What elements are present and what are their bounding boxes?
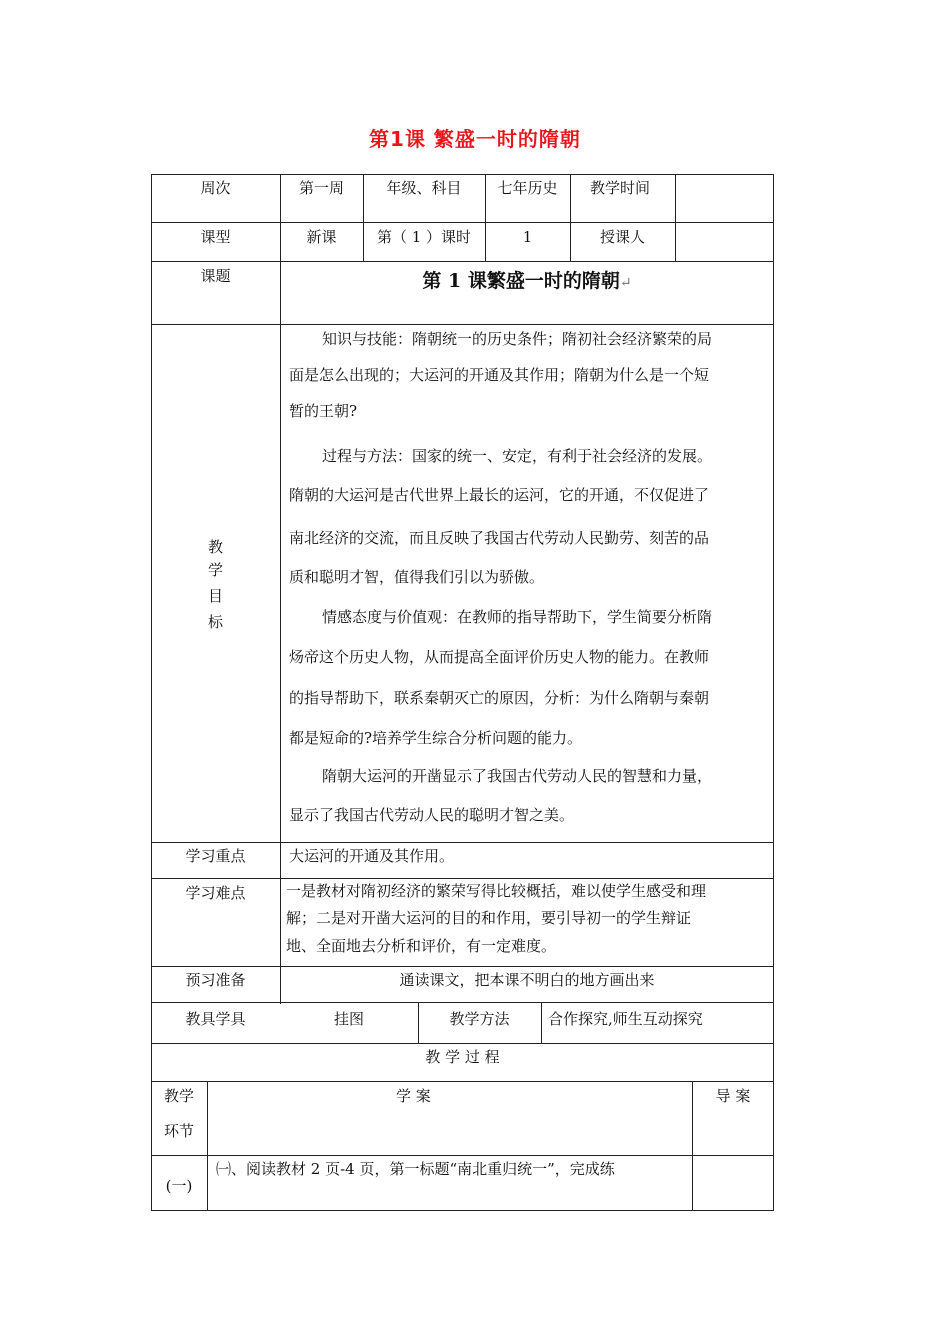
guide-plan-header: 导 案 [715,1087,751,1105]
objectives-line: 隋朝大运河的开凿显示了我国古代劳动人民的智慧和力量， [322,767,713,785]
difficulties-label: 学习难点 [185,884,246,902]
objectives-line: 面是怎么出现的；大运河的开通及其作用；隋朝为什么是一个短 [289,366,710,384]
objectives-line: 南北经济的交流，而且反映了我国古代劳动人民勤劳、刻苦的品 [289,529,710,547]
topic-value [281,266,773,293]
difficulties-line: 解；二是对开凿大运河的目的和作用，要引导初一的学生辩证 [286,909,692,927]
preview-value: 通读课文，把本课不明白的地方画出来 [399,971,655,989]
objectives-line: 的指导帮助下，联系秦朝灭亡的原因，分析：为什么隋朝与秦朝 [289,689,710,707]
objectives-label-char-3: 目 [207,587,223,605]
preview-label: 预习准备 [185,971,246,989]
stage-label-line-2: 环节 [163,1122,194,1140]
teaching-time-label: 教学时间 [590,179,651,197]
objectives-line: 知识与技能：隋朝统一的历史条件；隋初社会经济繁荣的局 [322,330,713,348]
tools-value: 挂图 [333,1010,364,1028]
paragraph-mark: ↵ [619,275,632,291]
grade-subject-label: 年级、科目 [386,179,462,197]
objectives-line: 暂的王朝? [289,402,358,420]
objectives-line: 炀帝这个历史人物，从而提高全面评价历史人物的能力。在教师 [289,648,710,666]
difficulties-line: 地、全面地去分析和评价，有一定难度。 [286,937,557,955]
teacher-label: 授课人 [600,228,646,246]
key-points-value: 大运河的开通及其作用。 [289,847,455,865]
objectives-line: 隋朝的大运河是古代世界上最长的运河，它的开通，不仅促进了 [289,486,710,504]
study-plan-header: 学 案 [396,1087,431,1105]
process-title: 教 学 过 程 [425,1048,500,1066]
key-points-label: 学习重点 [185,847,246,865]
stage-one-label: (一) [165,1177,193,1195]
period-label: 第（ 1 ）课时 [376,228,472,246]
week-label: 周次 [200,179,231,197]
period-value: 1 [522,228,533,246]
teaching-method-value: 合作探究,师生互动探究 [548,1010,703,1028]
difficulties-line: 一是教材对隋初经济的繁荣写得比较概括，难以使学生感受和理 [286,882,707,900]
topic-label: 课题 [200,267,231,285]
objectives-line: 显示了我国古代劳动人民的聪明才智之美。 [289,806,575,824]
tools-label: 教具学具 [185,1010,246,1028]
week-value: 第一周 [298,179,344,197]
objectives-line: 都是短命的?培养学生综合分析问题的能力。 [289,729,583,747]
stage-label-line-1: 教学 [163,1087,194,1105]
teaching-method-label: 教学方法 [449,1010,510,1028]
lesson-type-label: 课型 [200,228,231,246]
objectives-line: 情感态度与价值观：在教师的指导帮助下，学生简要分析隋 [322,608,713,626]
stage-one-text: ㈠、阅读教材 2 页-4 页，第一标题“南北重归统一”，完成练 [216,1160,615,1178]
topic-text: 第 1 课繁盛一时的隋朝 [422,270,620,292]
objectives-label-char-4: 标 [207,613,223,631]
document-title: 第1课 繁盛一时的隋朝 [369,127,581,151]
lesson-type-value: 新课 [306,228,337,246]
objectives-label-char-1: 教 [207,538,223,556]
grade-subject-value: 七年历史 [497,179,558,197]
objectives-line: 过程与方法：国家的统一、安定，有利于社会经济的发展。 [322,447,713,465]
objectives-label-char-2: 学 [207,561,223,579]
objectives-line: 质和聪明才智，值得我们引以为骄傲。 [289,568,545,586]
